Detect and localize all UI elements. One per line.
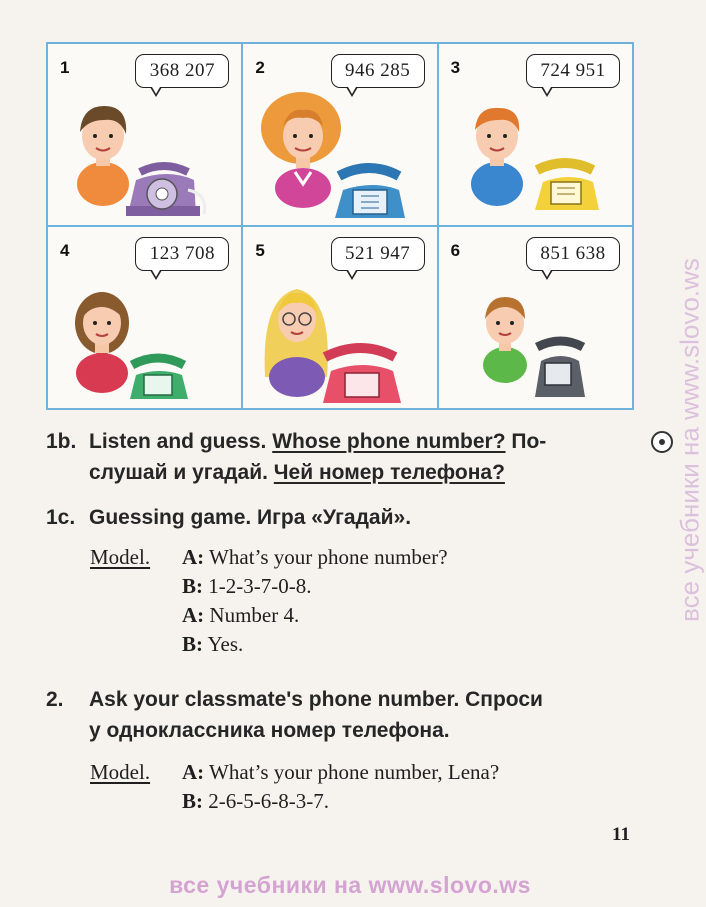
dialogue-line: 1-2-3-7-0-8.: [208, 574, 312, 598]
picture-grid: [46, 42, 634, 410]
picture-cell-3: [438, 43, 633, 226]
phone-number-bubble: 946 285: [331, 54, 425, 88]
exercise-label: 2.: [46, 688, 64, 711]
dialogue-line: What’s your phone number, Lena?: [209, 760, 500, 784]
phone-number-bubble: 851 638: [526, 237, 620, 271]
picture-number: 3: [450, 58, 461, 77]
picture-number: 5: [255, 241, 265, 260]
audio-cd-icon: [651, 431, 673, 453]
exercise-label: 1c.: [46, 506, 76, 529]
exercise-2-title-line1: Ask your classmate's phone number. Спроси: [89, 688, 543, 711]
speaker-label: B:: [182, 574, 203, 598]
dialogue-line: What’s your phone number?: [209, 545, 448, 569]
model-label: Model.: [90, 760, 151, 784]
exercise-1b-question-en: Whose phone number?: [272, 430, 506, 453]
model-dialogue-1: [90, 543, 448, 659]
speaker-label: A:: [182, 760, 205, 784]
speaker-label: B:: [182, 632, 203, 656]
picture-cell-5: [242, 226, 437, 409]
dialogue-line: 2-6-5-6-8-3-7.: [208, 789, 329, 813]
model-label: Model.: [90, 545, 151, 569]
dialogue-line: Number 4.: [209, 603, 300, 627]
exercise-label: 1b.: [46, 430, 77, 453]
exercise-1b-title-ru: слушай и угадай.: [89, 461, 268, 484]
phone-number-bubble: 368 207: [135, 54, 229, 88]
picture-cell-2: [242, 43, 437, 226]
exercise-1b-question-ru: Чей номер телефона?: [273, 461, 505, 484]
speaker-label: A:: [182, 603, 205, 627]
footer-watermark: все учебники на www.slovo.ws: [169, 872, 531, 898]
picture-number: 2: [255, 58, 265, 77]
picture-number: 1: [60, 58, 70, 77]
picture-number: 4: [60, 241, 70, 260]
dialogue-line: Yes.: [207, 632, 244, 656]
phone-number-bubble: 521 947: [331, 237, 425, 271]
exercise-2-title-line2: у одноклассника номер телефона.: [89, 719, 450, 742]
phone-number-bubble: 123 708: [135, 237, 229, 271]
speaker-label: B:: [182, 789, 203, 813]
page-number: 11: [612, 824, 630, 845]
picture-cell-4: [47, 226, 242, 409]
exercise-1c: [46, 502, 411, 533]
picture-number: 6: [450, 241, 461, 260]
picture-cell-6: [438, 226, 633, 409]
side-watermark: все учебники на www.slovo.ws: [674, 258, 705, 622]
exercise-1c-title: Guessing game. Игра «Угадай».: [89, 506, 412, 529]
model-dialogue-2: [90, 758, 499, 816]
exercise-1b-title-en: Listen and guess.: [89, 430, 267, 453]
exercise-1b: [46, 426, 546, 488]
picture-cell-1: [47, 43, 242, 226]
exercise-1b-title-ru-start: По-: [511, 430, 547, 453]
phone-number-bubble: 724 951: [526, 54, 620, 88]
speaker-label: A:: [182, 545, 205, 569]
exercise-2: [46, 684, 543, 746]
